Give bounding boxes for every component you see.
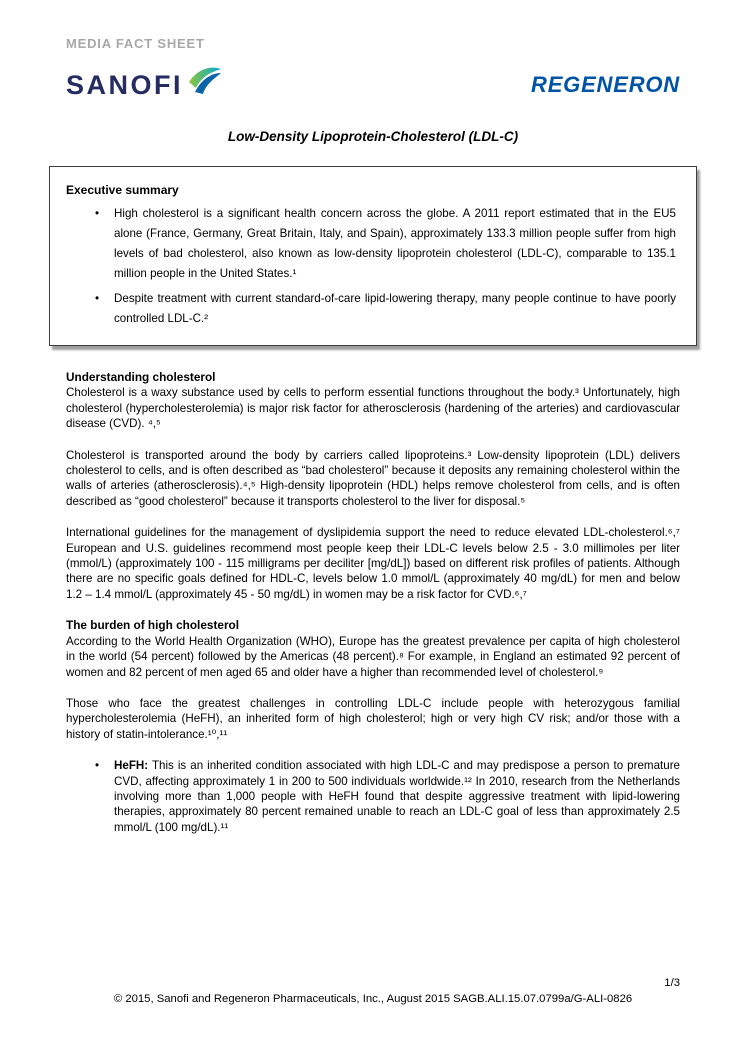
body-paragraph: International guidelines for the management of dyslipidemia support the need to reduce elevated LDL-cholesterol.⁶,⁷ European and U.S. guidelines recommend most people keep their LDL-C levels below 2.5 - 3.0 millimoles per liter (mmol/L) (approximately 100 - 115 milligrams per deciliter [mg/dL]) based on different risk profiles of patients. Although there are no specific goals defined for HDL-C, levels below 1.0 mmol/L (approximately 40 mg/dL) for men and below 1.2 – 1.4 mmol/L (approximately 45 - 50 mg/dL) in women may be a risk factor for CVD.⁶,⁷ — [66, 526, 680, 601]
bullet-icon: • — [95, 292, 100, 305]
hefh-bullet-lead: HeFH: — [114, 759, 149, 773]
body-paragraph: According to the World Health Organization (WHO), Europe has the greatest prevalence per capita of high cholesterol in the world (54 percent) followed by the Americas (48 percent).⁸ For example, in England an estimated 92 percent of women and 82 percent of men aged 65 and older have a higher than recommended level of cholesterol.⁹ — [66, 634, 680, 679]
section-burden-of-high-cholesterol — [66, 618, 680, 835]
sanofi-logo — [66, 70, 223, 101]
sanofi-bird-icon — [187, 64, 223, 96]
media-fact-sheet-label: MEDIA FACT SHEET — [66, 36, 205, 51]
bullet-icon: • — [95, 207, 100, 220]
section-heading: Understanding cholesterol — [66, 370, 216, 384]
body-paragraph: Cholesterol is transported around the body by carriers called lipoproteins.³ Low-density lipoprotein (LDL) delivers cholesterol to cells, and is often described as “bad cholesterol” because it deposits any remaining cholesterol within the walls of arteries (atherosclerosis).⁴,⁵ High-density lipoprotein (HDL) helps remove cholesterol from cells, and is often described as “good cholesterol” because it transports cholesterol to the liver for disposal.⁵ — [66, 448, 680, 508]
section-understanding-cholesterol — [66, 370, 680, 602]
hefh-bullet-text — [114, 758, 680, 835]
logo-header — [66, 61, 680, 109]
document-title: Low-Density Lipoprotein-Cholesterol (LDL-C) — [227, 129, 519, 144]
executive-summary-heading: Executive summary — [66, 183, 179, 197]
page-footer — [66, 976, 680, 1006]
hefh-bullet — [66, 758, 680, 835]
body-paragraph: Cholesterol is a waxy substance used by cells to perform essential functions throughout the body.³ Unfortunately, high cholesterol (hypercholesterolemia) is major risk factor for atherosclerosis (hardening of the arteries) and cardiovascular disease (CVD). ⁴,⁵ — [66, 386, 680, 431]
hefh-bullet-body: This is an inherited condition associated with high LDL-C and may predispose a person to premature CVD, affecting approximately 1 in 200 to 500 individuals worldwide.¹² In 2010, research from the Netherlands involving more than 1,000 people with HeFH found that despite aggressive treatment with lipid-lowering therapies, approximately 80 percent remained unable to reach an LDL-C goal of less than approximately 2.5 mmol/L (100 mg/dL).¹¹ — [114, 759, 680, 834]
bullet-icon: • — [95, 759, 100, 773]
summary-bullet-text: Despite treatment with current standard-of-care lipid-lowering therapy, many people continue to have poorly controlled LDL-C.² — [114, 292, 676, 325]
sanofi-wordmark: SANOFI — [66, 69, 184, 100]
regeneron-logo: REGENERON — [531, 72, 680, 97]
page-number: 1/3 — [664, 977, 680, 989]
executive-summary-box — [49, 166, 697, 346]
summary-bullet — [66, 289, 676, 329]
copyright-line: © 2015, Sanofi and Regeneron Pharmaceuticals, Inc., August 2015 SAGB.ALI.15.07.0799a/G-ALI-0826 — [113, 993, 633, 1005]
summary-bullet-text: High cholesterol is a significant health concern across the globe. A 2011 report estimated that in the EU5 alone (France, Germany, Great Britain, Italy, and Spain), approximately 133.3 million people suffer from high levels of bad cholesterol, also known as low-density lipoprotein cholesterol (LDL-C), comparable to 135.1 million people in the United States.¹ — [114, 207, 676, 280]
document-body — [66, 370, 680, 835]
summary-bullet — [66, 204, 676, 284]
body-paragraph: Those who face the greatest challenges in controlling LDL-C include people with heterozygous familial hypercholesterolemia (HeFH), an inherited form of high cholesterol; high or very high CV risk; and/or those with a history of statin-intolerance.¹⁰,¹¹ — [66, 696, 680, 741]
section-heading: The burden of high cholesterol — [66, 618, 240, 633]
